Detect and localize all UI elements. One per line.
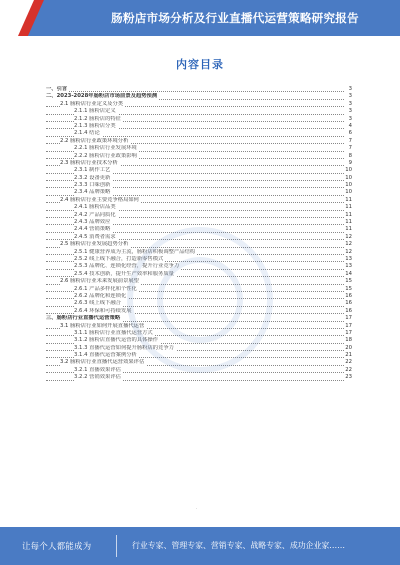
toc-entry-page: 20 bbox=[345, 344, 352, 351]
toc-entry-label: 一、引言 bbox=[46, 86, 68, 92]
toc-entry[interactable] bbox=[46, 145, 352, 152]
toc-entry-page: 10 bbox=[345, 189, 352, 196]
toc-entry-page: 15 bbox=[345, 278, 352, 285]
toc-entry[interactable] bbox=[46, 323, 352, 330]
toc-entry-page: 7 bbox=[348, 137, 352, 144]
toc-entry[interactable] bbox=[46, 219, 352, 226]
toc-entry-label: 2.1.2 肠粉店的特征 bbox=[74, 115, 121, 122]
toc-entry-page: 11 bbox=[345, 211, 352, 218]
toc-entry-label: 2.4.5 消费者需求 bbox=[74, 233, 116, 240]
toc-entry-label: 2.6 肠粉店行业未来发展前景展望 bbox=[60, 278, 139, 285]
toc-entry-label: 2.5.3 品牌化、连锁化经营，提升行业竞争力 bbox=[74, 263, 180, 270]
toc-entry[interactable] bbox=[46, 263, 352, 270]
toc-entry-label: 2.2 肠粉店行业政策环境分析 bbox=[60, 137, 129, 144]
toc-entry-page: 8 bbox=[348, 152, 352, 159]
toc-entry-page: 3 bbox=[348, 108, 352, 115]
toc-entry-page: 10 bbox=[345, 182, 352, 189]
toc-entry-page: 12 bbox=[345, 241, 352, 248]
footer-bar bbox=[0, 527, 400, 565]
toc-entry[interactable] bbox=[46, 345, 352, 352]
toc-entry-label: 2.3 肠粉店行业技术分析 bbox=[60, 159, 118, 166]
toc-entry[interactable] bbox=[46, 123, 352, 130]
toc-entry-page: 17 bbox=[345, 322, 352, 329]
toc-entry[interactable] bbox=[46, 204, 352, 211]
toc-entry-page: 3 bbox=[348, 86, 352, 92]
toc-entry[interactable] bbox=[46, 86, 352, 93]
toc-entry-label: 2.3.4 品牌策略 bbox=[74, 189, 111, 196]
toc-entry[interactable] bbox=[46, 300, 352, 307]
toc-entry-label: 3.1.4 直播代运营案例分析 bbox=[74, 352, 137, 359]
toc-entry-label: 2.6.4 环保和可持续发展 bbox=[74, 307, 132, 314]
toc-entry-page: 14 bbox=[345, 270, 352, 277]
toc-entry-page: 16 bbox=[345, 292, 352, 299]
toc-entry-label: 3.2 肠粉店行业直播代运营效果评估 bbox=[60, 359, 145, 366]
header-bar bbox=[0, 0, 400, 36]
footer-divider bbox=[116, 535, 117, 557]
toc-entry[interactable] bbox=[46, 101, 352, 108]
toc-entry-label: 3.1.1 肠粉店行业直播代运营方式 bbox=[74, 329, 153, 336]
toc-entry[interactable] bbox=[46, 308, 352, 315]
toc-entry-page: 21 bbox=[345, 352, 352, 359]
toc-entry[interactable] bbox=[46, 330, 352, 337]
toc-entry[interactable] bbox=[46, 367, 352, 374]
toc-entry-page: 23 bbox=[345, 374, 352, 381]
header-logo-shape bbox=[0, 0, 72, 36]
toc-entry-label: 2.5 肠粉店行业发展趋势分析 bbox=[60, 241, 129, 248]
toc-entry-page: 11 bbox=[345, 204, 352, 211]
toc-entry-page: 13 bbox=[345, 255, 352, 262]
toc-entry-label: 2.4.1 肠粉店品类 bbox=[74, 204, 116, 211]
toc-entry-label: 2.5.1 健康营养成为主流，肠粉店积极调整产品结构 bbox=[74, 248, 196, 255]
toc-entry[interactable] bbox=[46, 182, 352, 189]
toc-entry[interactable] bbox=[46, 138, 352, 145]
toc-entry[interactable] bbox=[46, 226, 352, 233]
toc-entry[interactable] bbox=[46, 167, 352, 174]
toc-leader-dots bbox=[46, 91, 344, 92]
toc-entry[interactable] bbox=[46, 286, 352, 293]
toc-entry-label: 三、肠粉店行业直播代运营策略 bbox=[46, 315, 121, 322]
toc-entry-label: 2.2.2 肠粉店行业政策影响 bbox=[74, 152, 137, 159]
toc-entry-page: 10 bbox=[345, 167, 352, 174]
footer-roles: 行业专家、管理专家、营销专家、战略专家、成功企业家…… bbox=[132, 541, 346, 550]
toc-entry-label: 2.5.4 技术创新，提升生产效率和服务质量 bbox=[74, 270, 174, 277]
toc-entry-page: 13 bbox=[345, 263, 352, 270]
toc-entry[interactable] bbox=[46, 278, 352, 285]
toc-entry-page: 16 bbox=[345, 300, 352, 307]
toc-entry[interactable] bbox=[46, 93, 352, 100]
toc-entry-page: 4 bbox=[348, 122, 352, 129]
toc-entry-page: 17 bbox=[345, 315, 352, 322]
toc-entry-page: 11 bbox=[345, 219, 352, 226]
toc-entry[interactable] bbox=[46, 116, 352, 123]
toc-entry-label: 2.1 肠粉店行业定义及分类 bbox=[60, 100, 124, 107]
toc-entry-page: 22 bbox=[345, 359, 352, 366]
toc-entry[interactable] bbox=[46, 315, 352, 322]
toc-entry-label: 3.1.2 肠粉店直播代运营的具体操作 bbox=[74, 337, 159, 344]
toc-entry-page: 17 bbox=[345, 329, 352, 336]
toc-entry-label: 2.1.1 肠粉店定义 bbox=[74, 108, 116, 115]
toc-entry-page: 10 bbox=[345, 174, 352, 181]
toc-entry[interactable] bbox=[46, 249, 352, 256]
toc-entry-page: 11 bbox=[345, 226, 352, 233]
toc-entry[interactable] bbox=[46, 189, 352, 196]
toc-entry-page: 3 bbox=[348, 93, 352, 100]
toc-entry-page: 9 bbox=[348, 159, 352, 166]
toc-entry-label: 3.2.2 营销效果评估 bbox=[74, 374, 121, 381]
toc-entry[interactable] bbox=[46, 293, 352, 300]
toc-entry-label: 2.6.2 品牌化和连锁化 bbox=[74, 292, 127, 299]
toc-entry-page: 12 bbox=[345, 233, 352, 240]
toc-entry-page: 15 bbox=[345, 285, 352, 292]
toc-entry-page: 3 bbox=[348, 115, 352, 122]
toc-entry-label: 3.1.3 直播代运营如何提升肠粉店的竞争力 bbox=[74, 344, 174, 351]
toc-entry-label: 2.3.2 设备更新 bbox=[74, 174, 111, 181]
toc-entry-label: 2.1.3 肠粉店分类 bbox=[74, 122, 116, 129]
toc-entry-label: 2.6.1 产品多样化和个性化 bbox=[74, 285, 137, 292]
toc-entry[interactable] bbox=[46, 359, 352, 366]
report-title: 肠粉店市场分析及行业直播代运营策略研究报告 bbox=[111, 11, 359, 25]
toc-entry[interactable] bbox=[46, 241, 352, 248]
toc-entry[interactable] bbox=[46, 160, 352, 167]
footer-slogan: 让每个人都能成为 bbox=[22, 541, 92, 551]
toc-entry-label: 2.4 肠粉店行业主要竞争格局如何 bbox=[60, 196, 139, 203]
toc-entry-label: 2.4.4 营销策略 bbox=[74, 226, 111, 233]
toc-entry[interactable] bbox=[46, 256, 352, 263]
toc-entry[interactable] bbox=[46, 271, 352, 278]
toc-entry[interactable] bbox=[46, 108, 352, 115]
toc-entry-page: 12 bbox=[345, 248, 352, 255]
toc-entry-label: 2.6.3 线上线下融合 bbox=[74, 300, 121, 307]
toc-entry-label: 3.2.1 直播效果评估 bbox=[74, 366, 121, 373]
toc-entry[interactable] bbox=[46, 337, 352, 344]
toc-entry-page: 16 bbox=[345, 307, 352, 314]
toc-entry-page: 18 bbox=[345, 337, 352, 344]
toc-entry-label: 二、2023-2028年肠粉店市场前景及趋势预测 bbox=[46, 93, 158, 100]
toc-entry[interactable] bbox=[46, 374, 352, 381]
toc-entry-label: 2.5.2 线上线下融合，打造新零售模式 bbox=[74, 255, 164, 262]
toc-entry-label: 2.2.1 肠粉店行业发展环境 bbox=[74, 145, 137, 152]
toc-entry[interactable] bbox=[46, 234, 352, 241]
toc-entry-label: 2.3.1 制作工艺 bbox=[74, 167, 111, 174]
page-number-mark: · bbox=[196, 506, 198, 511]
toc-entry-page: 6 bbox=[348, 130, 352, 137]
toc-entry-label: 2.1.4 结论 bbox=[74, 130, 100, 137]
toc-heading: 内容目录 bbox=[176, 58, 224, 71]
toc-entry[interactable] bbox=[46, 212, 352, 219]
toc-entry[interactable] bbox=[46, 197, 352, 204]
toc-entry-label: 3.1 肠粉店行业如何开展直播代运营 bbox=[60, 322, 145, 329]
toc-entry[interactable] bbox=[46, 175, 352, 182]
toc-entry-label: 2.4.3 品牌效应 bbox=[74, 219, 111, 226]
toc-entry-page: 3 bbox=[348, 100, 352, 107]
toc-entry[interactable] bbox=[46, 352, 352, 359]
toc-entry[interactable] bbox=[46, 153, 352, 160]
toc-entry[interactable] bbox=[46, 130, 352, 137]
toc-entry-label: 2.4.2 产品同质化 bbox=[74, 211, 116, 218]
toc-entry-label: 2.3.3 口味创新 bbox=[74, 182, 111, 189]
toc-entry-page: 7 bbox=[348, 145, 352, 152]
toc-entry-page: 22 bbox=[345, 366, 352, 373]
table-of-contents bbox=[46, 86, 352, 382]
toc-entry-page: 11 bbox=[345, 196, 352, 203]
